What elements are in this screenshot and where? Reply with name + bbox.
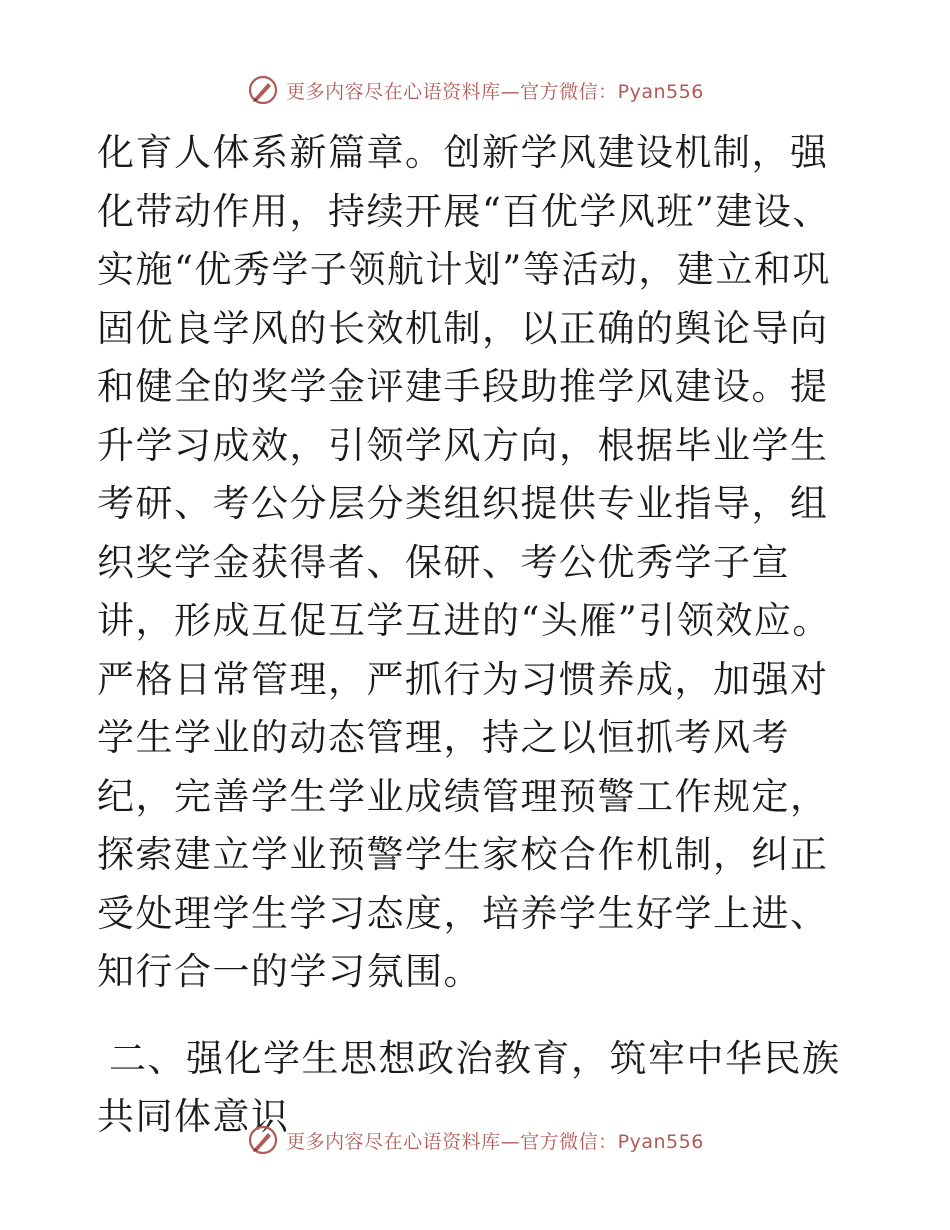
pen-circle-logo-icon <box>246 73 280 107</box>
pen-circle-logo-icon <box>246 1123 280 1157</box>
footer-watermark-text: 更多内容尽在心语资料库—官方微信：Pyan556 <box>286 1130 704 1153</box>
body-paragraph: 化育人体系新篇章。创新学风建设机制，强化带动作用，持续开展“百优学风班”建设、实施“优秀学子领航计划”等活动，建立和巩固优良学风的长效机制，以正确的舆论导向和健全的奖学金评建手段助推学风建设。提升学习成效，引领学风方向，根据毕业学生考研、考公分层分类组织提供专业指导，组织奖学金获得者、保研、考公优秀学子宣讲，形成互促互学互进的“头雁”引领效应。严格日常管理，严抓行为习惯养成，加强对学生学业的动态管理，持之以恒抓考风考纪，完善学生学业成绩管理预警工作规定，探索建立学业预警学生家校合作机制，纠正受处理学生学习态度，培养学生好学上进、知行合一的学习氛围。 <box>97 131 831 993</box>
document-body <box>97 124 857 1147</box>
header-watermark-text: 更多内容尽在心语资料库—官方微信：Pyan556 <box>286 80 704 103</box>
footer-watermark-banner <box>0 1120 950 1160</box>
header-watermark-banner <box>0 70 950 110</box>
section-heading: 二、强化学生思想政治教育，筑牢中华民族共同体意识 <box>97 1036 841 1138</box>
